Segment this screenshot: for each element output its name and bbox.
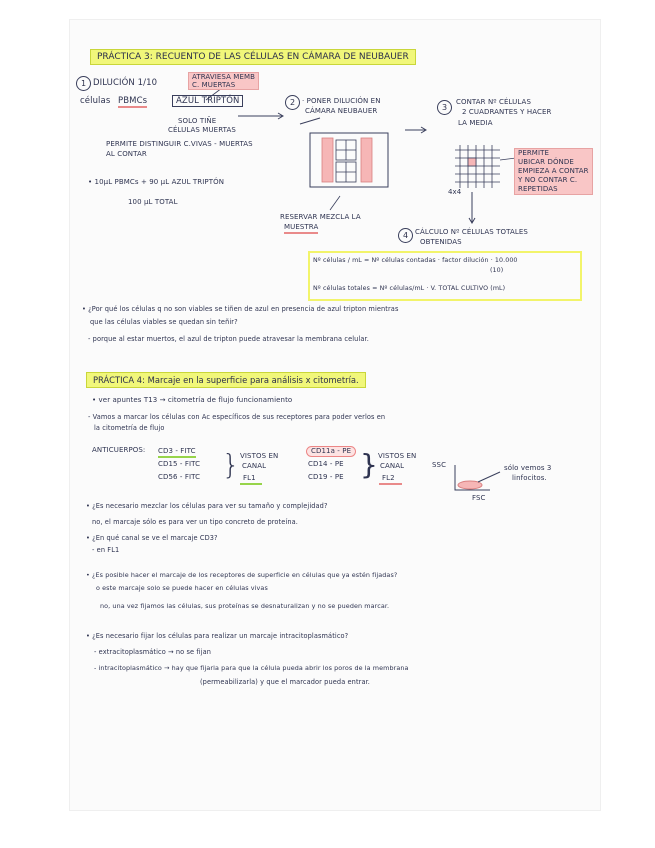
q4-line1: • ¿Es posible hacer el marcaje de los receptores de superficie en células que ya estén fijadas? — [86, 571, 398, 579]
q3-line1: • ¿En qué canal se ve el marcaje CD3? — [86, 534, 218, 542]
formula1-denominator: (10) — [490, 267, 504, 274]
step2-line2: CÁMARA NEUBAUER — [305, 107, 378, 115]
step4-line2: OBTENIDAS — [420, 238, 462, 246]
q5-line2: - extracitoplasmático → no se fijan — [94, 648, 212, 656]
left-brace: } — [222, 448, 240, 481]
formula2: Nº células totales = Nº células/mL · V. TOTAL CULTIVO (mL) — [313, 285, 506, 292]
ab-left-2: CD15 - FITC — [158, 460, 201, 468]
q3-line2: - en FL1 — [92, 546, 120, 554]
fl1-label: FL1 — [243, 474, 256, 482]
counting-grid-sketch — [455, 145, 516, 188]
permite-line2: AL CONTAR — [106, 150, 147, 158]
vistos-left-line1: VISTOS EN — [240, 452, 279, 460]
q4-line3: no, una vez fijamos las células, sus proteínas se desnaturalizan y no se pueden marcar. — [100, 602, 390, 610]
q1-line3: - porque al estar muertos, el azul de tripton puede atravesar la membrana celular. — [88, 335, 369, 343]
formula1: Nº células / mL = Nº células contadas · factor dilución · 10.000 — [313, 257, 518, 264]
permite-line1: PERMITE DISTINGUIR C.VIVAS - MUERTAS — [106, 140, 253, 148]
q5-line1: • ¿Es necesario fijar los células para realizar un marcaje intracitoplasmático? — [86, 632, 349, 640]
solo-vemos-line2: linfocitos. — [512, 474, 547, 482]
flow-plot-sketch — [455, 465, 500, 490]
ab-left-3: CD56 - FITC — [158, 473, 201, 481]
mix-text: • 10μL PBMCs + 90 μL AZUL TRIPTÓN — [88, 178, 225, 186]
anticuerpos-label: ANTICUERPOS: — [92, 446, 146, 454]
q1-line2: que las células viables se quedan sin teñir? — [90, 318, 238, 326]
vistos-right-line1: VISTOS EN — [378, 452, 417, 460]
dilucion-text: DILUCIÓN 1/10 — [93, 78, 158, 88]
step3-line3: LA MEDIA — [458, 119, 493, 127]
azul-tripton-label: AZUL TRIPTÓN — [172, 95, 243, 107]
step3-badge: 3 — [437, 100, 452, 115]
p4-line2a: - Vamos a marcar los células con Ac específicos de sus receptores para poder verlos en — [88, 413, 386, 421]
step4-badge: 4 — [398, 228, 413, 243]
celulas-muertas-text: CÉLULAS MUERTAS — [168, 126, 236, 134]
practica4-title: PRÁCTICA 4: Marcaje en la superficie para análisis x citometría. — [86, 372, 366, 388]
ab-right-2: CD14 - PE — [308, 460, 344, 468]
step2-badge: 2 — [285, 95, 300, 110]
q4-line2: o este marcaje solo se puede hacer en células vivas — [96, 584, 268, 592]
reservar-line2: MUESTRA — [284, 223, 318, 234]
p4-line1: • ver apuntes T13 → citometría de flujo funcionamiento — [92, 396, 293, 404]
solo-tine-text: SOLO TIÑE — [178, 117, 217, 125]
pink-note-muertas: ATRAVIESA MEMB C. MUERTAS — [188, 72, 259, 90]
fsc-label: FSC — [472, 494, 486, 502]
q2-line2: no, el marcaje sólo es para ver un tipo concreto de proteína. — [92, 518, 298, 526]
reservar-line1: RESERVAR MEZCLA LA — [280, 213, 361, 221]
total-text: 100 μL TOTAL — [128, 198, 178, 206]
solo-vemos-line1: sólo vemos 3 — [504, 464, 552, 472]
q2-line1: • ¿Es necesario mezclar los células para ver su tamaño y complejidad? — [86, 502, 328, 510]
ab-right-1: CD11a - PE — [306, 446, 356, 457]
vistos-right-line2: CANAL — [380, 462, 405, 470]
right-brace: } — [360, 448, 378, 481]
practica3-title: PRÁCTICA 3: RECUENTO DE LAS CÉLULAS EN CÁMARA DE NEUBAUER — [90, 49, 416, 65]
p4-line2b: la citometría de flujo — [94, 424, 165, 432]
q1-line1: • ¿Por qué los células q no son viables se tiñen de azul en presencia de azul tripton mientras — [82, 305, 399, 313]
ssc-label: SSC — [432, 461, 447, 469]
step3-line2: 2 CUADRANTES Y HACER — [462, 108, 552, 116]
pbmcs-label: PBMCs — [118, 96, 148, 106]
pink-box-permite: PERMITE UBICAR DÓNDE EMPIEZA A CONTAR Y NO CONTAR C. REPETIDAS — [514, 148, 593, 195]
fl2-label: FL2 — [382, 474, 395, 482]
q5-line4: (permeabilizarla) y que el marcador pueda entrar. — [200, 678, 371, 686]
step4-line1: CÁLCULO Nº CÉLULAS TOTALES — [415, 228, 528, 236]
step3-line1: CONTAR Nº CÉLULAS — [456, 98, 531, 106]
vistos-left-line2: CANAL — [242, 462, 267, 470]
neubauer-chamber-sketch — [300, 118, 388, 210]
step1-badge: 1 — [76, 76, 91, 91]
ab-right-3: CD19 - PE — [308, 473, 344, 481]
q5-line3: - intracitoplasmático → hay que fijarla para que la célula pueda abrir los poros de la membrana — [94, 664, 409, 672]
ab-left-1: CD3 - FITC — [158, 447, 196, 458]
step2-line1: · PONER DILUCIÓN EN — [302, 97, 381, 105]
celulas-label: células — [80, 96, 111, 106]
grid-label: 4x4 — [448, 188, 462, 196]
